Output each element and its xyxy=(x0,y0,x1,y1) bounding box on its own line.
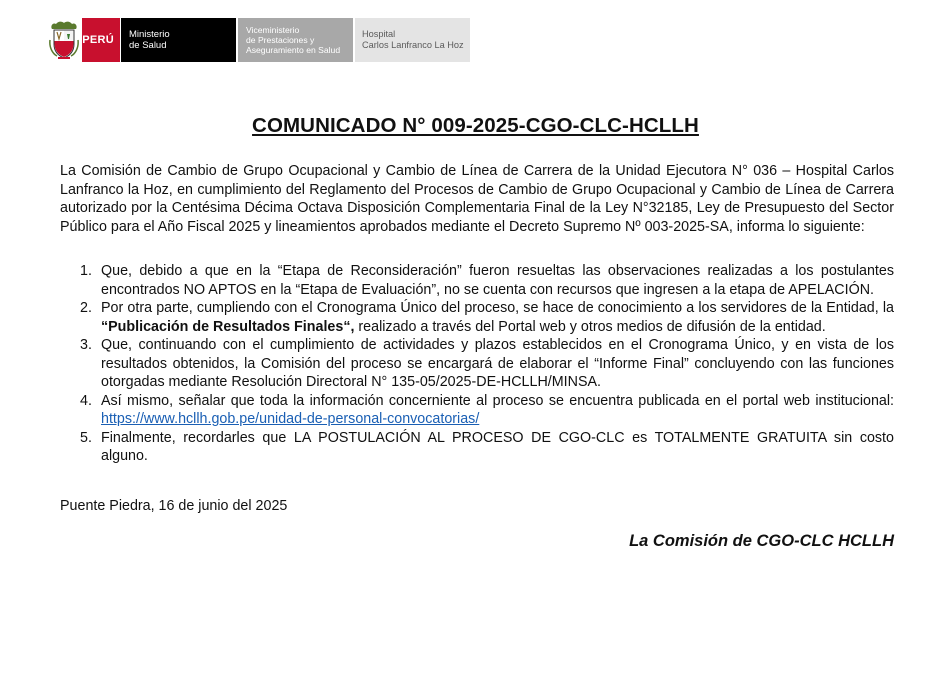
list-number: 3. xyxy=(80,337,92,353)
vice-line-1: Viceministerio xyxy=(246,25,300,35)
list-item-text: Por otra parte, cumpliendo con el Cronograma Único del proceso, se hace de conocimiento a los servidores de la Entidad, la xyxy=(101,300,894,316)
list-number: 4. xyxy=(80,392,92,409)
document-date: Puente Piedra, 16 de junio del 2025 xyxy=(60,498,288,514)
list-item xyxy=(60,299,894,336)
list-item xyxy=(60,429,894,466)
hospital-line-1: Hospital xyxy=(362,29,396,39)
intro-paragraph: La Comisión de Cambio de Grupo Ocupacional y Cambio de Línea de Carrera de la Unidad Ejecutora N° 036 – Hospital Carlos Lanfranco la Hoz, en cumplimiento del Reglamento del Procesos de Cambio de Grupo Ocupacional y Cambio de Línea de Carrera autorizado por la Centésima Décima Octava Disposición Complementaria Final de la Ley N°32185, Ley de Presupuesto del Sector Público para el Año Fiscal 2025 y lineamientos aprobados mediante el Decreto Supremo Nº 003-2025-SA, informa lo siguiente: xyxy=(60,163,894,235)
vice-line-2: de Prestaciones y xyxy=(246,35,315,45)
list-item xyxy=(60,336,894,392)
list-number: 1. xyxy=(80,263,92,279)
list-item-text: Que, debido a que en la “Etapa de Reconsideración” fueron resueltas las observaciones realizadas a los postulantes encontrados NO APTOS en la “Etapa de Evaluación”, no se cuenta con recursos que ingresen a la etapa de APELACIÓN. xyxy=(101,263,894,298)
peru-label-block xyxy=(82,18,120,62)
list-item-bold-text: “Publicación de Resultados Finales“, xyxy=(101,318,355,335)
portal-link[interactable]: https://www.hcllh.gob.pe/unidad-de-personal-convocatorias/ xyxy=(101,411,480,427)
list-item-text: Que, continuando con el cumplimiento de actividades y plazos establecidos en el Cronograma Único, y en vista de los resultados obtenidos, la Comisión del proceso se encargará de elaborar el “Informe Final” concluyendo con las funciones otorgadas mediante Resolución Directoral N° 135-05/2025-DE-HCLLH/MINSA. xyxy=(101,337,894,390)
list-item xyxy=(60,392,894,429)
numbered-list xyxy=(60,262,894,466)
list-number: 5. xyxy=(80,429,92,446)
list-item-text: Finalmente, recordarles que LA POSTULACIÓN AL PROCESO DE CGO-CLC es TOTALMENTE GRATUITA sin costo alguno. xyxy=(101,429,894,464)
vice-line-3: Aseguramiento en Salud xyxy=(246,45,341,55)
list-item xyxy=(60,262,894,299)
hospital-line-2: Carlos Lanfranco La Hoz xyxy=(362,40,464,50)
ministry-block xyxy=(120,18,236,62)
hospital-block xyxy=(355,18,470,62)
document-title: COMUNICADO N° 009-2025-CGO-CLC-HCLLH xyxy=(252,114,699,137)
ministry-line-2: de Salud xyxy=(129,40,167,51)
peru-label: PERÚ xyxy=(82,33,114,46)
viceministry-block xyxy=(238,18,353,62)
institutional-header xyxy=(48,18,470,62)
ministry-line-1: Ministerio xyxy=(129,29,170,40)
list-item-text-after: realizado a través del Portal web y otros medios de difusión de la entidad. xyxy=(354,318,826,335)
coat-of-arms-icon xyxy=(48,18,80,62)
list-item-text: Así mismo, señalar que toda la información concerniente al proceso se encuentra publicada en el portal web institucional: xyxy=(101,392,894,409)
signature: La Comisión de CGO-CLC HCLLH xyxy=(629,532,894,550)
list-number: 2. xyxy=(80,300,92,316)
